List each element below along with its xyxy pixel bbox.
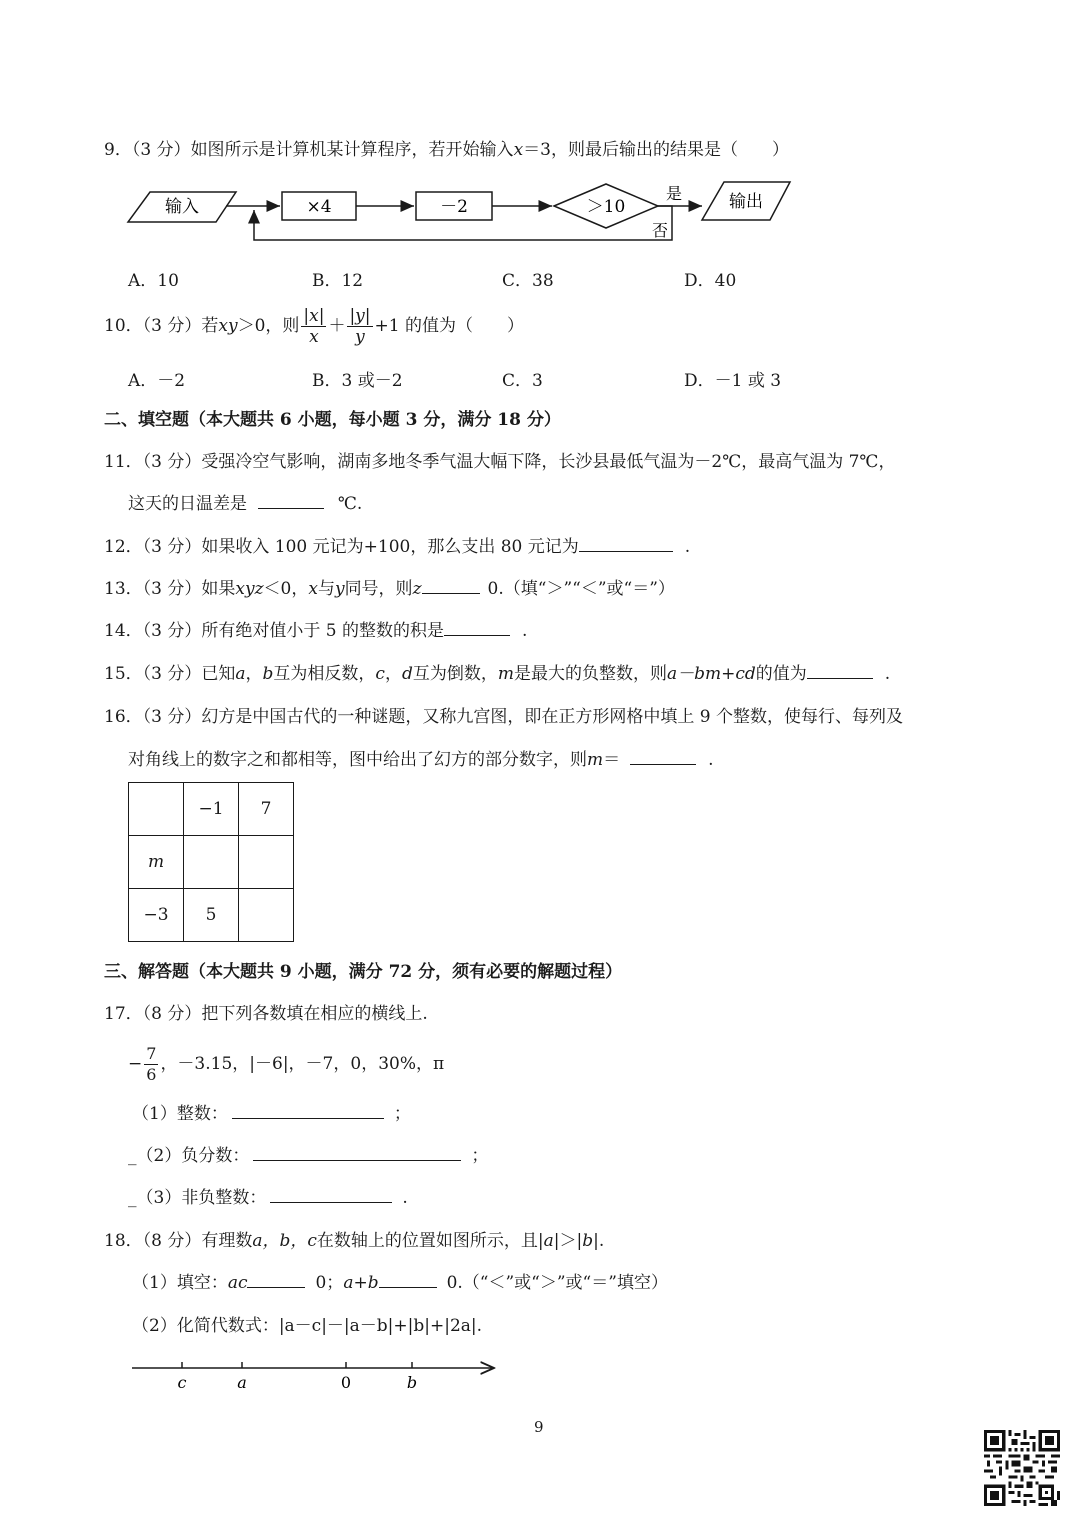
q10-option-c[interactable]: C．3 [502,371,543,391]
q17-minus: − [128,1054,143,1074]
q13-answer-blank[interactable] [422,577,480,594]
q17-part2-prefix: _ [128,1146,137,1166]
q9-score: （3 分） [131,140,191,160]
q11-line2 [128,492,362,516]
q18-line [104,1229,604,1253]
q13-var-z: z [412,579,422,599]
q14-answer-blank[interactable] [444,619,510,636]
q16-equals: ＝ [603,750,621,770]
q11-line1 [104,450,895,474]
q9-var: x [513,140,524,160]
q16-var-m: m [587,750,604,770]
q14-period: . [522,621,528,641]
q10-text-end: +1 的值为（ ） [374,316,524,336]
q16-text: 幻方是中国古代的一种谜题，又称九宫图，即在正方形网格中填上 9 个整数，使每行、每列及 [201,707,903,727]
q15-line [104,662,890,686]
q17-part2-end: ； [471,1146,489,1166]
q9-text-end: ＝3，则最后输出的结果是（ ） [523,140,789,160]
q9-option-b[interactable]: B．12 [312,271,364,291]
q17-fraction [144,1044,158,1085]
flow-output-label: 输出 [729,192,763,212]
q18-var-b: b [582,1231,594,1251]
flow-multiply-label: ×4 [306,197,332,217]
q15-text-4: ， [384,664,402,684]
q17-part1-label: （1）整数： [132,1104,228,1124]
q10-fraction-y [347,306,372,347]
frac-x-num: |x| [303,306,325,326]
q13-var-y: y [334,579,345,599]
q13-text-3: 与 [317,579,335,599]
q18-ac: ac [227,1273,248,1293]
q16-period: . [708,750,714,770]
q12-number: 12． [104,537,143,557]
q17-number-list [128,1044,444,1085]
q14-text: 所有绝对值小于 5 的整数的积是 [201,621,444,641]
q15-var-m: m [497,664,514,684]
q11-unit: ℃. [337,494,363,514]
grid-row [129,889,294,942]
grid-cell: m [129,836,184,889]
q18-apb: a+b [343,1273,379,1293]
q11-text: 受强冷空气影响，湖南多地冬季气温大幅下降，长沙县最低气温为－2℃，最高气温为 7℃， [201,452,896,472]
frac-y-num: |y| [349,306,371,326]
grid-row [129,836,294,889]
q10-option-b[interactable]: B．3 或－2 [312,371,403,391]
q17-numbers: ，－3.15，|－6|，－7，0，30%，π [160,1054,445,1074]
grid-cell [239,889,294,942]
q17-number: 17． [104,1004,143,1024]
q17-part3 [128,1186,408,1210]
grid-cell [184,836,239,889]
grid-cell: 7 [239,783,294,836]
q10-text: 若 [201,316,219,336]
q17-text: 把下列各数填在相应的横线上. [201,1004,428,1024]
q17-part3-prefix: _ [128,1188,137,1208]
q17-score: （8 分） [142,1004,202,1024]
q16-line2 [128,748,714,772]
q18-number: 18． [104,1231,143,1251]
q11-number: 11． [104,452,143,472]
q15-number: 15． [104,664,143,684]
axis-label-zero: 0 [340,1373,352,1392]
q10-stem [104,304,524,348]
q9-text: 如图所示是计算机某计算程序，若开始输入 [190,140,514,160]
q13-text-1: 如果 [201,579,236,599]
q10-score: （3 分） [142,316,202,336]
q9-number: 9． [104,140,132,160]
q15-text-1: 已知 [201,664,236,684]
q18-part1-label: （1）填空： [132,1273,228,1293]
q9-option-c[interactable]: C．38 [502,271,554,291]
q13-text-5: 0.（填“＞”“＜”或“＝”） [487,579,675,599]
page-number: 9 [534,1418,544,1436]
q10-plus: ＋ [328,316,346,336]
q17-part3-blank[interactable] [270,1186,392,1203]
q18-part1 [132,1271,668,1295]
q14-number: 14． [104,621,143,641]
q15-var-a: a [235,664,246,684]
q15-text-2: ， [245,664,263,684]
q16-answer-blank[interactable] [630,748,696,765]
q16-text-b: 对角线上的数字之和都相等，图中给出了幻方的部分数字，则 [128,750,587,770]
flow-yes-label: 是 [666,184,683,203]
axis-label-a: a [237,1373,247,1392]
q11-answer-blank[interactable] [258,492,324,509]
axis-label-c: c [177,1373,187,1392]
q17-part1 [132,1102,411,1126]
q18-part2: （2）化简代数式：|a－c|－|a－b|+|b|+|2a|. [132,1316,483,1336]
q18-part1-mid: 0； [315,1273,344,1293]
q13-line [104,577,675,601]
q17-part3-label: （3）非负整数： [136,1188,267,1208]
q17-part2 [128,1144,488,1168]
q14-line [104,619,527,643]
q17-line [104,1002,428,1026]
q10-text-mid: ＞0，则 [237,316,300,336]
q12-period: . [684,537,691,557]
q15-var-d: d [401,664,413,684]
q13-score: （3 分） [142,579,202,599]
q16-score: （3 分） [142,707,202,727]
q13-var-x: x [308,579,318,599]
q18-text-4: |. [593,1231,605,1251]
q13-number: 13． [104,579,143,599]
q18-part1-end: 0.（“＜”或“＞”或“＝”填空） [446,1273,668,1293]
grid-cell [239,836,294,889]
q18-blank-1[interactable] [247,1271,305,1288]
q11-text-b: 这天的日温差是 [128,494,247,514]
frac-num: 7 [146,1044,157,1063]
q16-line1 [104,705,903,729]
q18-vars: a，b，c [252,1231,317,1251]
q17-part2-label: （2）负分数： [136,1146,250,1166]
q15-score: （3 分） [142,664,202,684]
q13-text-4: 同号，则 [344,579,413,599]
section-3-heading: 三、解答题（本大题共 9 小题，满分 72 分，须有必要的解题过程） [104,962,623,982]
q10-option-d[interactable]: D．－1 或 3 [684,371,782,391]
grid-cell [129,783,184,836]
q17-part1-end: ； [393,1104,411,1124]
q12-text: 如果收入 100 元记为+100，那么支出 80 元记为 [201,537,579,557]
grid-cell: 5 [184,889,239,942]
q9-stem [104,138,789,162]
q12-answer-blank[interactable] [579,535,673,552]
frac-y-den: y [355,327,365,347]
q15-text-7: 的值为 [755,664,807,684]
q15-text-5: 互为倒数， [412,664,498,684]
grid-cell: −3 [129,889,184,942]
q18-text-1: 有理数 [201,1231,253,1251]
q15-text-3: 互为相反数， [273,664,376,684]
q18-number-line [126,1356,506,1396]
q15-period: . [884,664,891,684]
q10-option-a[interactable]: A．－2 [128,371,186,391]
q17-part3-end: . [402,1188,408,1208]
flow-condition-label: ＞10 [586,197,626,217]
q13-text-2: ＜0， [263,579,309,599]
q10-number: 10． [104,316,143,336]
q14-score: （3 分） [142,621,202,641]
q15-answer-blank[interactable] [807,662,873,679]
q18-blank-2[interactable] [379,1271,437,1288]
q12-score: （3 分） [142,537,202,557]
axis-label-b: b [406,1373,418,1392]
q15-var-b: b [262,664,274,684]
q13-var-xyz: xyz [235,579,264,599]
qr-code-icon [984,1430,1060,1506]
section-2-heading: 二、填空题（本大题共 6 小题，每小题 3 分，满分 18 分） [104,410,561,430]
q17-part1-blank[interactable] [232,1102,384,1119]
q10-fraction-x [301,306,326,347]
q9-option-a[interactable]: A．10 [128,271,179,291]
q15-var-c: c [375,664,385,684]
q9-flowchart [120,172,810,252]
q15-expression: a－bm+cd [666,664,756,684]
flow-subtract-label: －2 [440,197,468,217]
q16-number: 16． [104,707,143,727]
q12-line [104,535,690,559]
q10-var: xy [218,316,238,336]
flow-no-label: 否 [652,221,669,240]
grid-cell: −1 [184,783,239,836]
q18-text-2: 在数轴上的位置如图所示，且| [316,1231,544,1251]
frac-den: 6 [146,1065,157,1084]
magic-square-grid [128,782,294,942]
grid-row [129,783,294,836]
q18-score: （8 分） [142,1231,202,1251]
q15-text-6: 是最大的负整数，则 [513,664,667,684]
q18-var-a: a [543,1231,554,1251]
q17-part2-blank[interactable] [253,1144,461,1161]
q9-option-d[interactable]: D．40 [684,271,737,291]
frac-x-den: x [309,327,319,347]
q18-text-3: |＞| [553,1231,583,1251]
flow-input-label: 输入 [165,197,199,217]
q11-score: （3 分） [142,452,202,472]
